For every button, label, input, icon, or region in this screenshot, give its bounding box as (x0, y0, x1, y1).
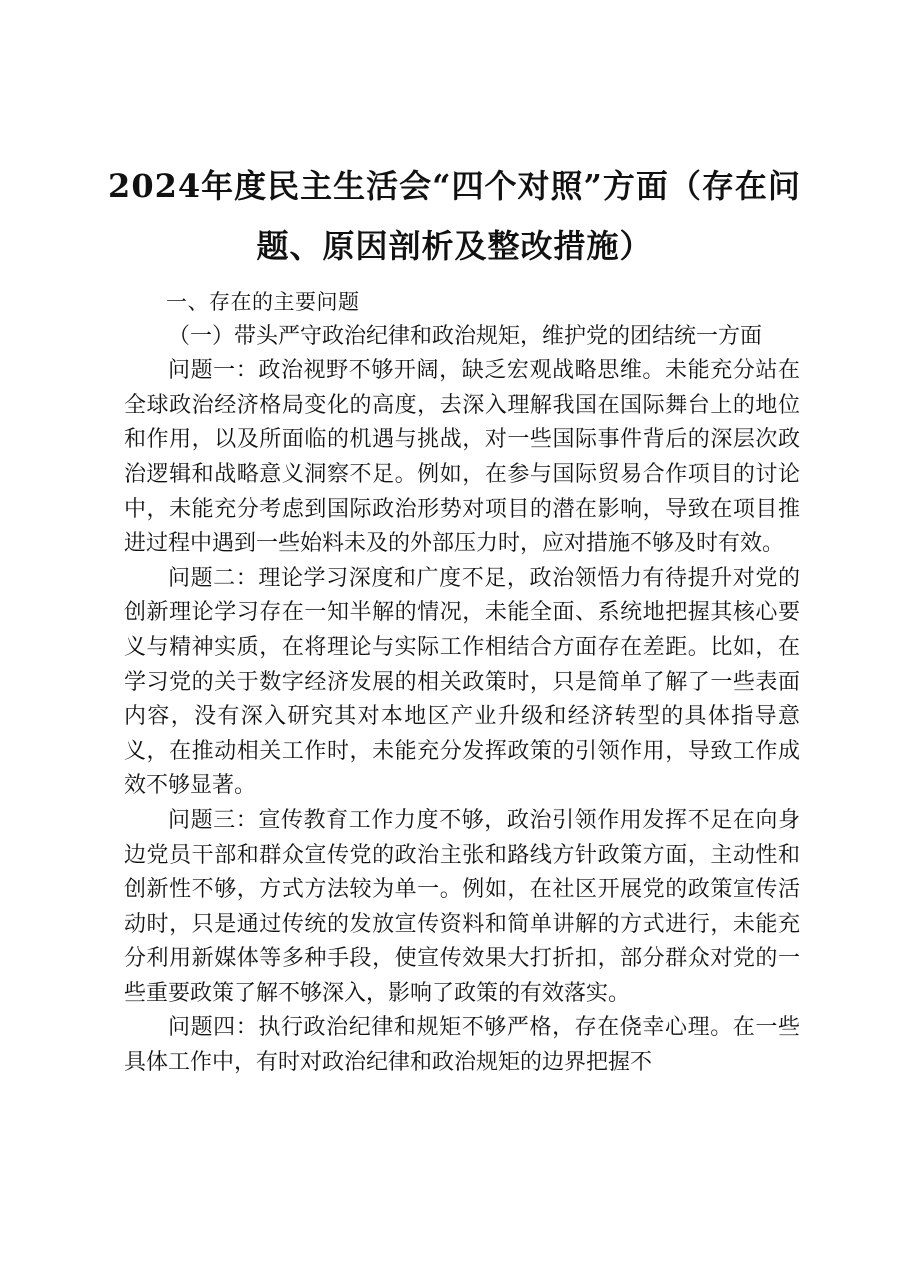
problem-paragraph-1: 问题一：政治视野不够开阔，缺乏宏观战略思维。未能充分站在全球政治经济格局变化的高度，去深入理解我国在国际舞台上的地位和作用，以及所面临的机遇与挑战，对一些国际事件背后的深层次政治逻辑和战略意义洞察不足。例如，在参与国际贸易合作项目的讨论中，未能充分考虑到国际政治形势对项目的潜在影响，导致在项目推进过程中遇到一些始料未及的外部压力时，应对措施不够及时有效。 (124, 358, 800, 557)
problem-paragraph-3: 问题三：宣传教育工作力度不够，政治引领作用发挥不足在向身边党员干部和群众宣传党的政治主张和路线方针政策方面，主动性和创新性不够，方式方法较为单一。例如，在社区开展党的政策宣传活动时，只是通过传统的发放宣传资料和简单讲解的方式进行，未能充分利用新媒体等多种手段，使宣传效果大打折扣，部分群众对党的一些重要政策了解不够深入，影响了政策的有效落实。 (124, 807, 800, 1006)
section-heading: 一、存在的主要问题 (166, 290, 360, 314)
document-title: 2024年度民主生活会“四个对照”方面（存在问题、原因剖析及整改措施） (108, 167, 801, 265)
problem-paragraph-2: 问题二：理论学习深度和广度不足，政治领悟力有待提升对党的创新理论学习存在一知半解的情况，未能全面、系统地把握其核心要义与精神实质，在将理论与实际工作相结合方面存在差距。比如，在学习党的关于数字经济发展的相关政策时，只是简单了解了一些表面内容，没有深入研究其对本地区产业升级和经济转型的具体指导意义，在推动相关工作时，未能充分发挥政策的引领作用，导致工作成效不够显著。 (124, 565, 800, 799)
subsection-heading: （一）带头严守政治纪律和政治规矩，维护党的团结统一方面 (168, 323, 763, 349)
problem-paragraph-4: 问题四：执行政治纪律和规矩不够严格，存在侥幸心理。在一些具体工作中，有时对政治纪律和政治规矩的边界把握不 (124, 1015, 800, 1076)
document-body (124, 285, 800, 1081)
